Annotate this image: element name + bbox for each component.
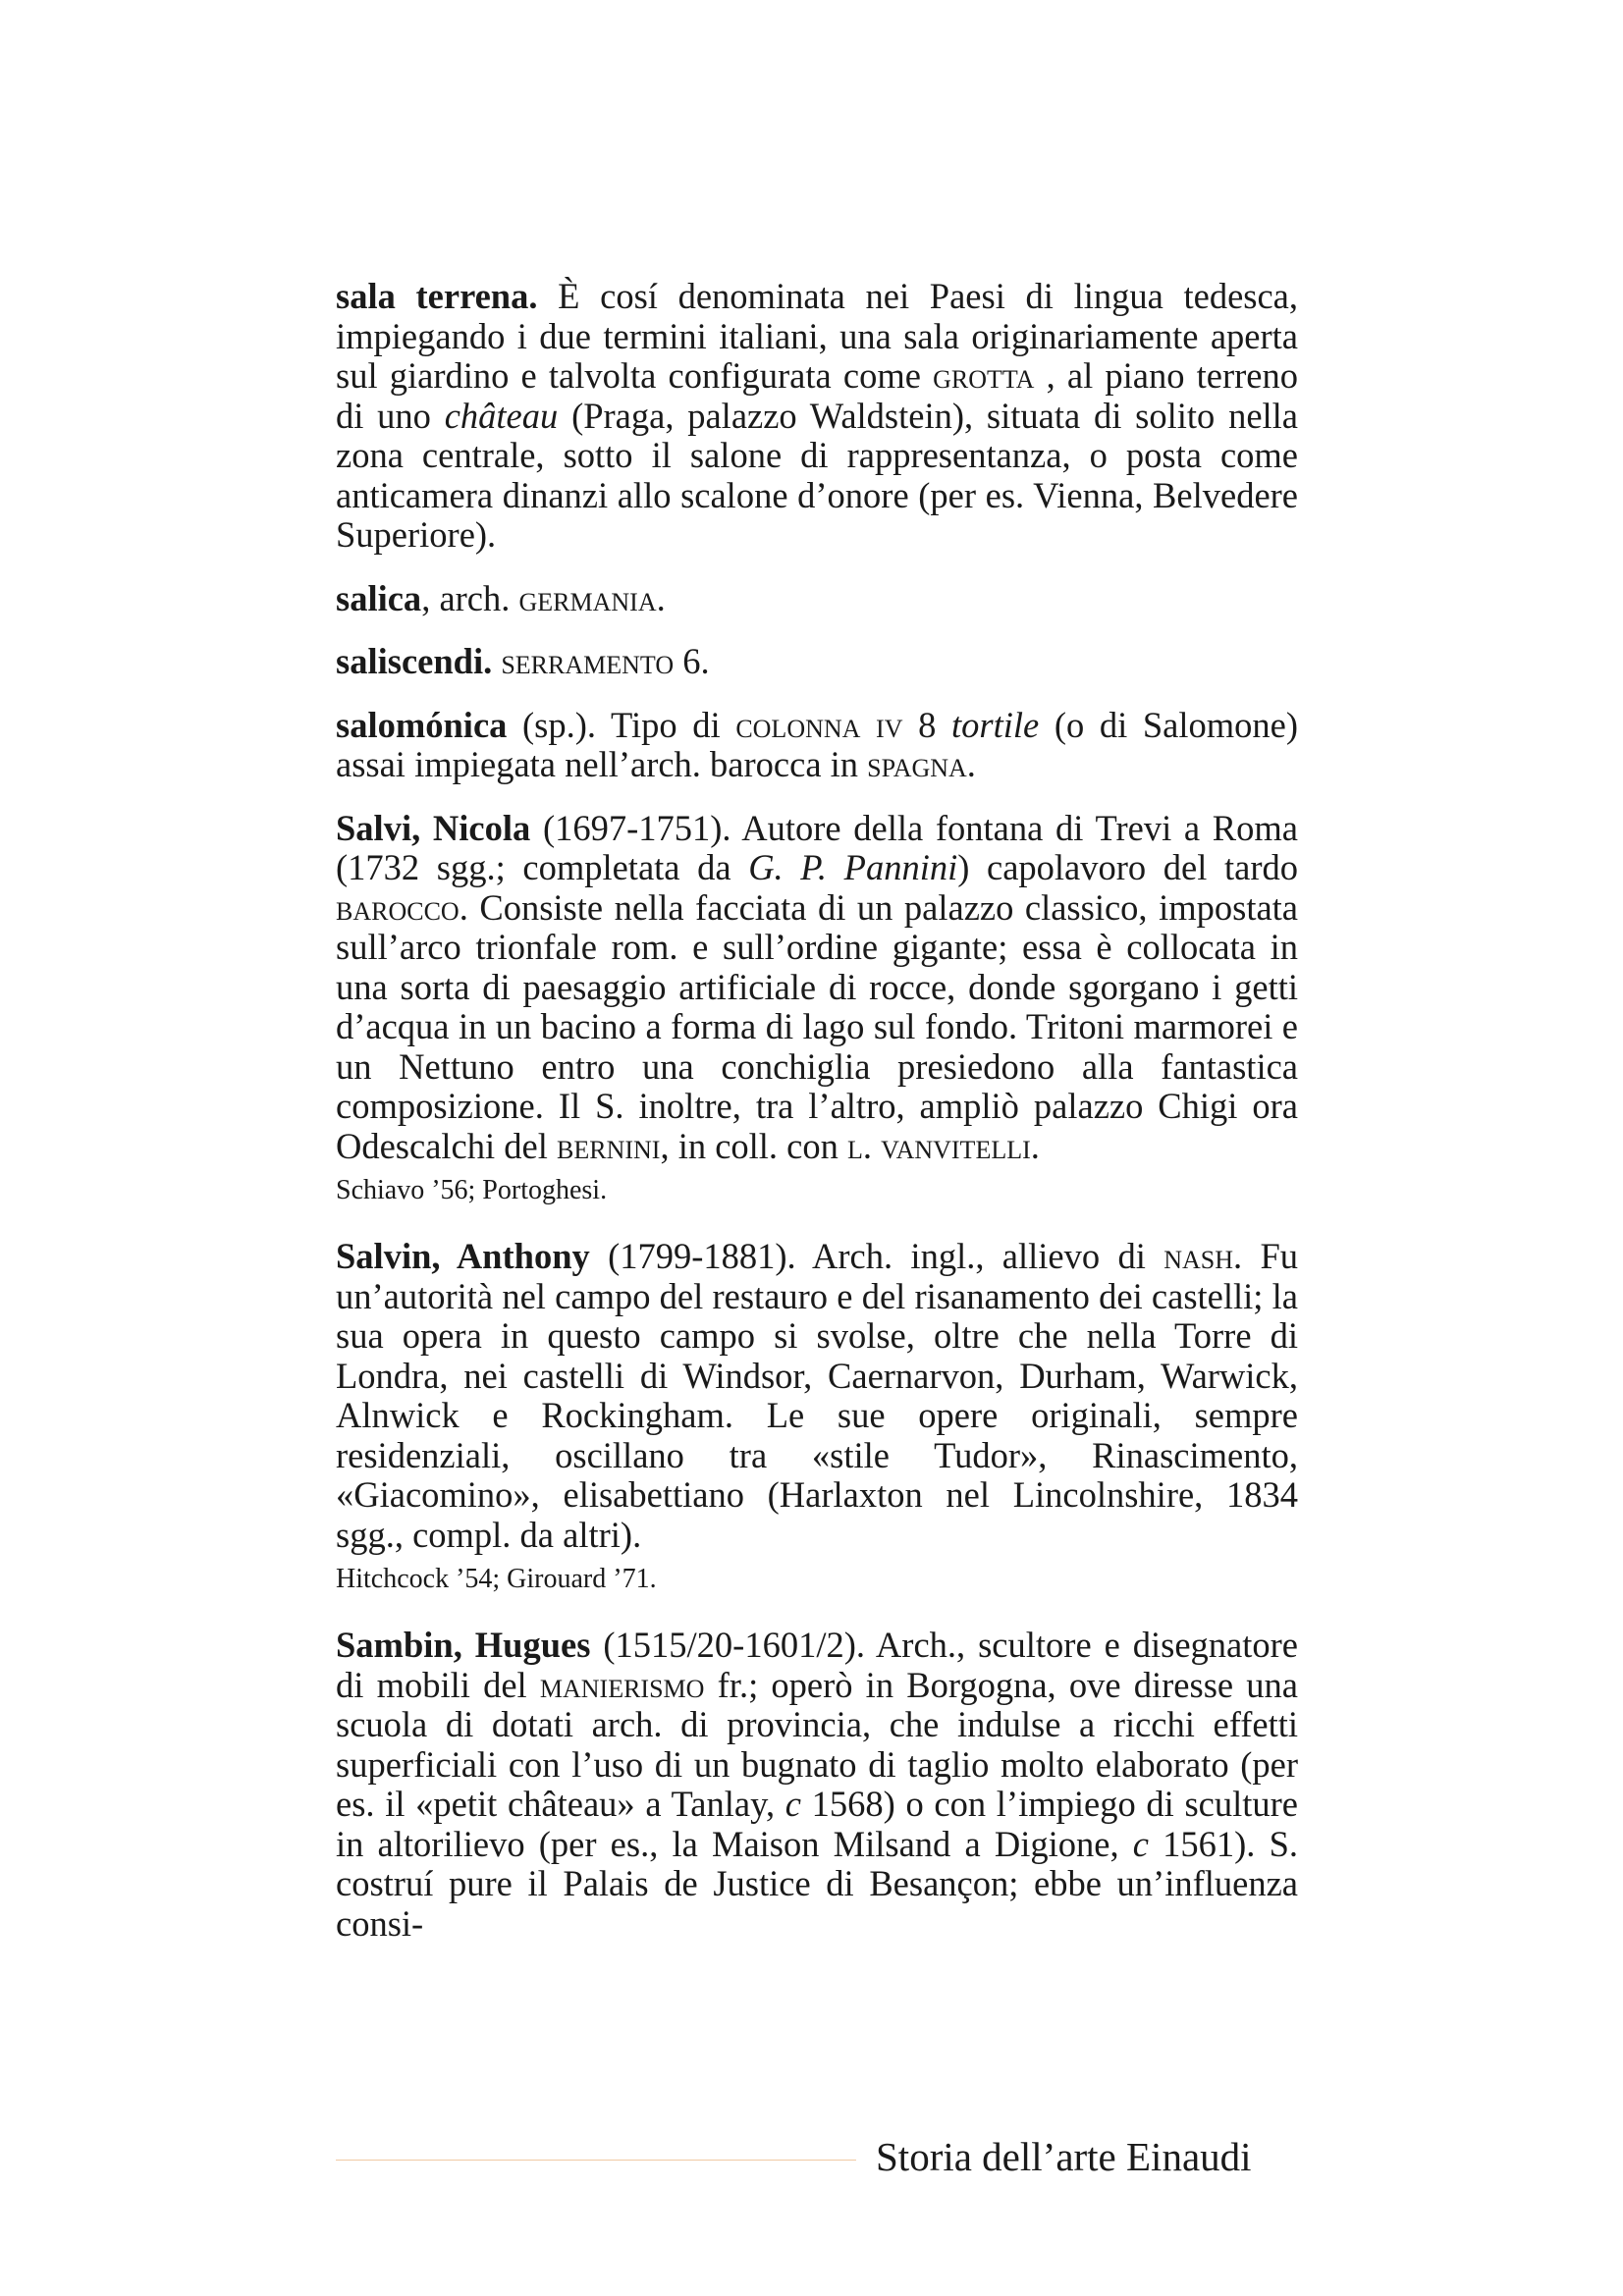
entry-text-italic: G. P. Pannini bbox=[748, 847, 958, 887]
entry-text: (Praga, palazzo Waldstein), situata di solito nella zona centrale, sotto il salone di rappresentanza, o posta come anticamera dinanzi allo scalone d’onore (per es. Vienna, Belvedere Superiore). bbox=[336, 395, 1299, 555]
entry-sambin-hugues bbox=[336, 1626, 1298, 1944]
entry-text: . bbox=[656, 577, 666, 618]
entry-head: Salvi, Nicola bbox=[336, 807, 531, 848]
entry-text: 1561). S. costruí pure il Palais de Justice di Besançon; ebbe un’influenza consi- bbox=[336, 1823, 1298, 1944]
entry-salomonica bbox=[336, 706, 1298, 785]
entry-text: (o di Salomone) assai impiegata nell’arch. barocca in bbox=[336, 704, 1299, 784]
entry-salica bbox=[336, 579, 1298, 619]
footer-title: Storia dell’arte Einaudi bbox=[876, 2134, 1252, 2179]
footer-rule bbox=[336, 2160, 856, 2161]
dictionary-page bbox=[336, 277, 1298, 1967]
entry-text: fr.; operò in Borgogna, ove diresse una scuola di dotati arch. di provincia, che indulse a ricchi effetti superficiali con l’uso di un bugnato di taglio molto elaborato (per es. il «petit château» a Tanlay, bbox=[336, 1664, 1299, 1824]
entry-text-italic: tortile bbox=[950, 704, 1040, 745]
entry-head: Salvin, Anthony bbox=[336, 1236, 590, 1276]
bibliography: Hitchcock ’54; Girouard ’71. bbox=[336, 1564, 657, 1594]
entry-head: salomónica bbox=[336, 704, 508, 745]
entry-text: . bbox=[966, 744, 976, 784]
entry-salvi-nicola bbox=[336, 809, 1298, 1167]
entry-text: (1799-1881). Arch. ingl., allievo di bbox=[589, 1236, 1164, 1276]
entry-sala-terrena bbox=[336, 277, 1298, 556]
cross-reference: l. vanvitelli bbox=[847, 1125, 1031, 1166]
entry-text-italic: c bbox=[784, 1784, 801, 1824]
entry-text-italic: château bbox=[444, 395, 559, 436]
entry-text: . Fu un’autorità nel campo del restauro e del risanamento dei castelli; la sua opera in questo campo si svolse, oltre che nella Torre di Londra, nei castelli di Windsor, Caernarvon, Durham, Warwick, Alnwick e Rockingham. Le sue opere originali, sempre residenziali, oscillano tra «stile Tudor», Rinascimento, «Giacomino», elisabettiano (Harlaxton nel Lincolnshire, 1834 sgg., compl. da altri). bbox=[336, 1236, 1298, 1555]
entry-text bbox=[492, 641, 501, 681]
entry-text: È cosí denominata nei Paesi di lingua tedesca, impiegando i due termini italiani, una sala originariamente aperta sul giardino e talvolta configurata come bbox=[336, 276, 1298, 396]
cross-reference: spagna bbox=[867, 744, 967, 784]
entry-text: (1515/20-1601/2). Arch., scultore e disegnatore di mobili del bbox=[336, 1625, 1298, 1705]
entry-text: . Consiste nella facciata di un palazzo classico, impostata sull’arco trionfale rom. e sull’ordine gigante; essa è collocata in una sorta di paesaggio artificiale di rocce, donde sgorgano i getti d’acqua in un bacino a forma di lago sul fondo. Tritoni marmorei e un Nettuno entro una conchiglia presiedono alla fantastica composizione. Il S. inoltre, tra l’altro, ampliò palazzo Chigi ora Odescalchi del bbox=[336, 886, 1298, 1166]
entry-text: ) capolavoro del tardo bbox=[957, 847, 1298, 887]
cross-reference: germania bbox=[518, 577, 657, 618]
entry-text: (sp.). Tipo di bbox=[507, 704, 736, 745]
entry-head: Sambin, Hugues bbox=[336, 1625, 591, 1665]
entry-text: , al piano terreno di uno bbox=[336, 355, 1299, 436]
entry-text: , in coll. con bbox=[660, 1125, 848, 1166]
entry-text: 1568) o con l’impiego di sculture in altorilievo (per es., la Maison Milsand a Digione, bbox=[336, 1784, 1298, 1864]
entry-text: 8 bbox=[902, 704, 951, 745]
cross-reference: serramento bbox=[501, 641, 675, 681]
entry-text: (1697-1751). Autore della fontana di Trevi a Roma (1732 sgg.; completata da bbox=[336, 807, 1298, 887]
cross-reference: nash bbox=[1163, 1236, 1233, 1276]
entry-text-italic: c bbox=[1132, 1823, 1149, 1864]
cross-reference: barocco bbox=[336, 886, 460, 928]
entry-salvin-anthony bbox=[336, 1237, 1298, 1555]
entry-text: , arch. bbox=[421, 577, 519, 618]
entry-head: saliscendi. bbox=[336, 641, 493, 681]
bibliography: Schiavo ’56; Portoghesi. bbox=[336, 1175, 608, 1205]
cross-reference: grotta bbox=[933, 355, 1035, 396]
entry-head: sala terrena. bbox=[336, 276, 538, 316]
entry-head: salica bbox=[336, 577, 422, 618]
cross-reference: colonna iv bbox=[735, 704, 903, 745]
entry-saliscendi bbox=[336, 642, 1298, 682]
entry-text: . bbox=[1030, 1125, 1040, 1166]
cross-reference: manierismo bbox=[539, 1664, 705, 1705]
entry-text: 6. bbox=[674, 641, 710, 681]
cross-reference: bernini bbox=[557, 1125, 661, 1166]
